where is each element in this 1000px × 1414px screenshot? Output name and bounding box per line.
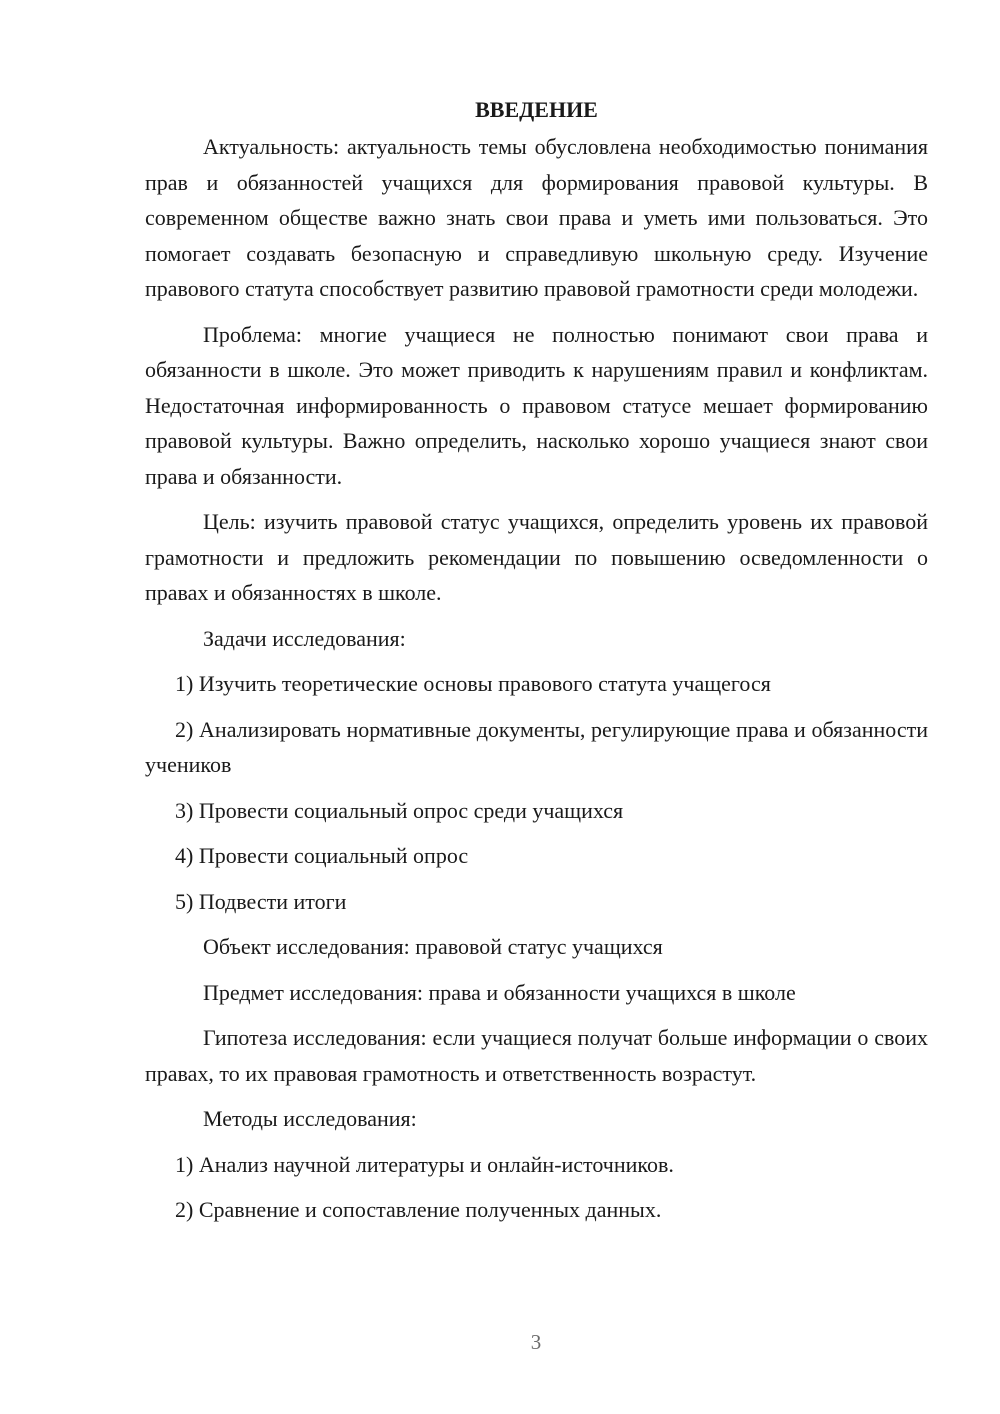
tasks-heading: Задачи исследования: <box>203 625 406 651</box>
goal-paragraph: Цель: изучить правовой статус учащихся, определить уровень их правовой грамотности и предложить рекомендации по повышению осведомленности о правах и обязанностях в школе. <box>145 509 928 605</box>
task-item-1: 1) Изучить теоретические основы правового статута учащегося <box>175 671 771 696</box>
document-page <box>145 92 928 1238</box>
task-item-4: 4) Провести социальный опрос <box>175 843 469 868</box>
task-item-3: 3) Провести социальный опрос среди учащихся <box>175 797 624 823</box>
page-title: ВВЕДЕНИЕ <box>475 97 598 122</box>
page-number: 3 <box>530 1330 542 1354</box>
hypothesis-paragraph: Гипотеза исследования: если учащиеся получат больше информации о своих правах, то их правовая грамотность и ответственность возрастут. <box>145 1025 928 1086</box>
methods-heading: Методы исследования: <box>203 1106 417 1131</box>
problem-paragraph: Проблема: многие учащиеся не полностью понимают свои права и обязанности в школе. Это может приводить к нарушениям правил и конфликтам. Недостаточная информированность о правовом статусе мешает формированию правовой культуры. Важно определить, насколько хорошо учащиеся знают свои права и обязанности. <box>145 321 928 489</box>
method-item-2: 2) Сравнение и сопоставление полученных данных. <box>175 1197 662 1222</box>
task-item-5: 5) Подвести итоги <box>175 888 347 914</box>
task-item-2: 2) Анализировать нормативные документы, регулирующие права и обязанности учеников <box>145 716 928 777</box>
research-subject: Предмет исследования: права и обязанности учащихся в школе <box>203 979 796 1005</box>
method-item-1: 1) Анализ научной литературы и онлайн-источников. <box>175 1151 674 1177</box>
research-object: Объект исследования: правовой статус учащихся <box>203 934 663 959</box>
relevance-paragraph: Актуальность: актуальность темы обусловлена необходимостью понимания прав и обязанностей учащихся для формирования правовой культуры. В современном обществе важно знать свои права и уметь ими пользоваться. Это помогает создавать безопасную и справедливую школьную среду. Изучение правового статута способствует развитию правовой грамотности среди молодежи. <box>145 134 928 301</box>
